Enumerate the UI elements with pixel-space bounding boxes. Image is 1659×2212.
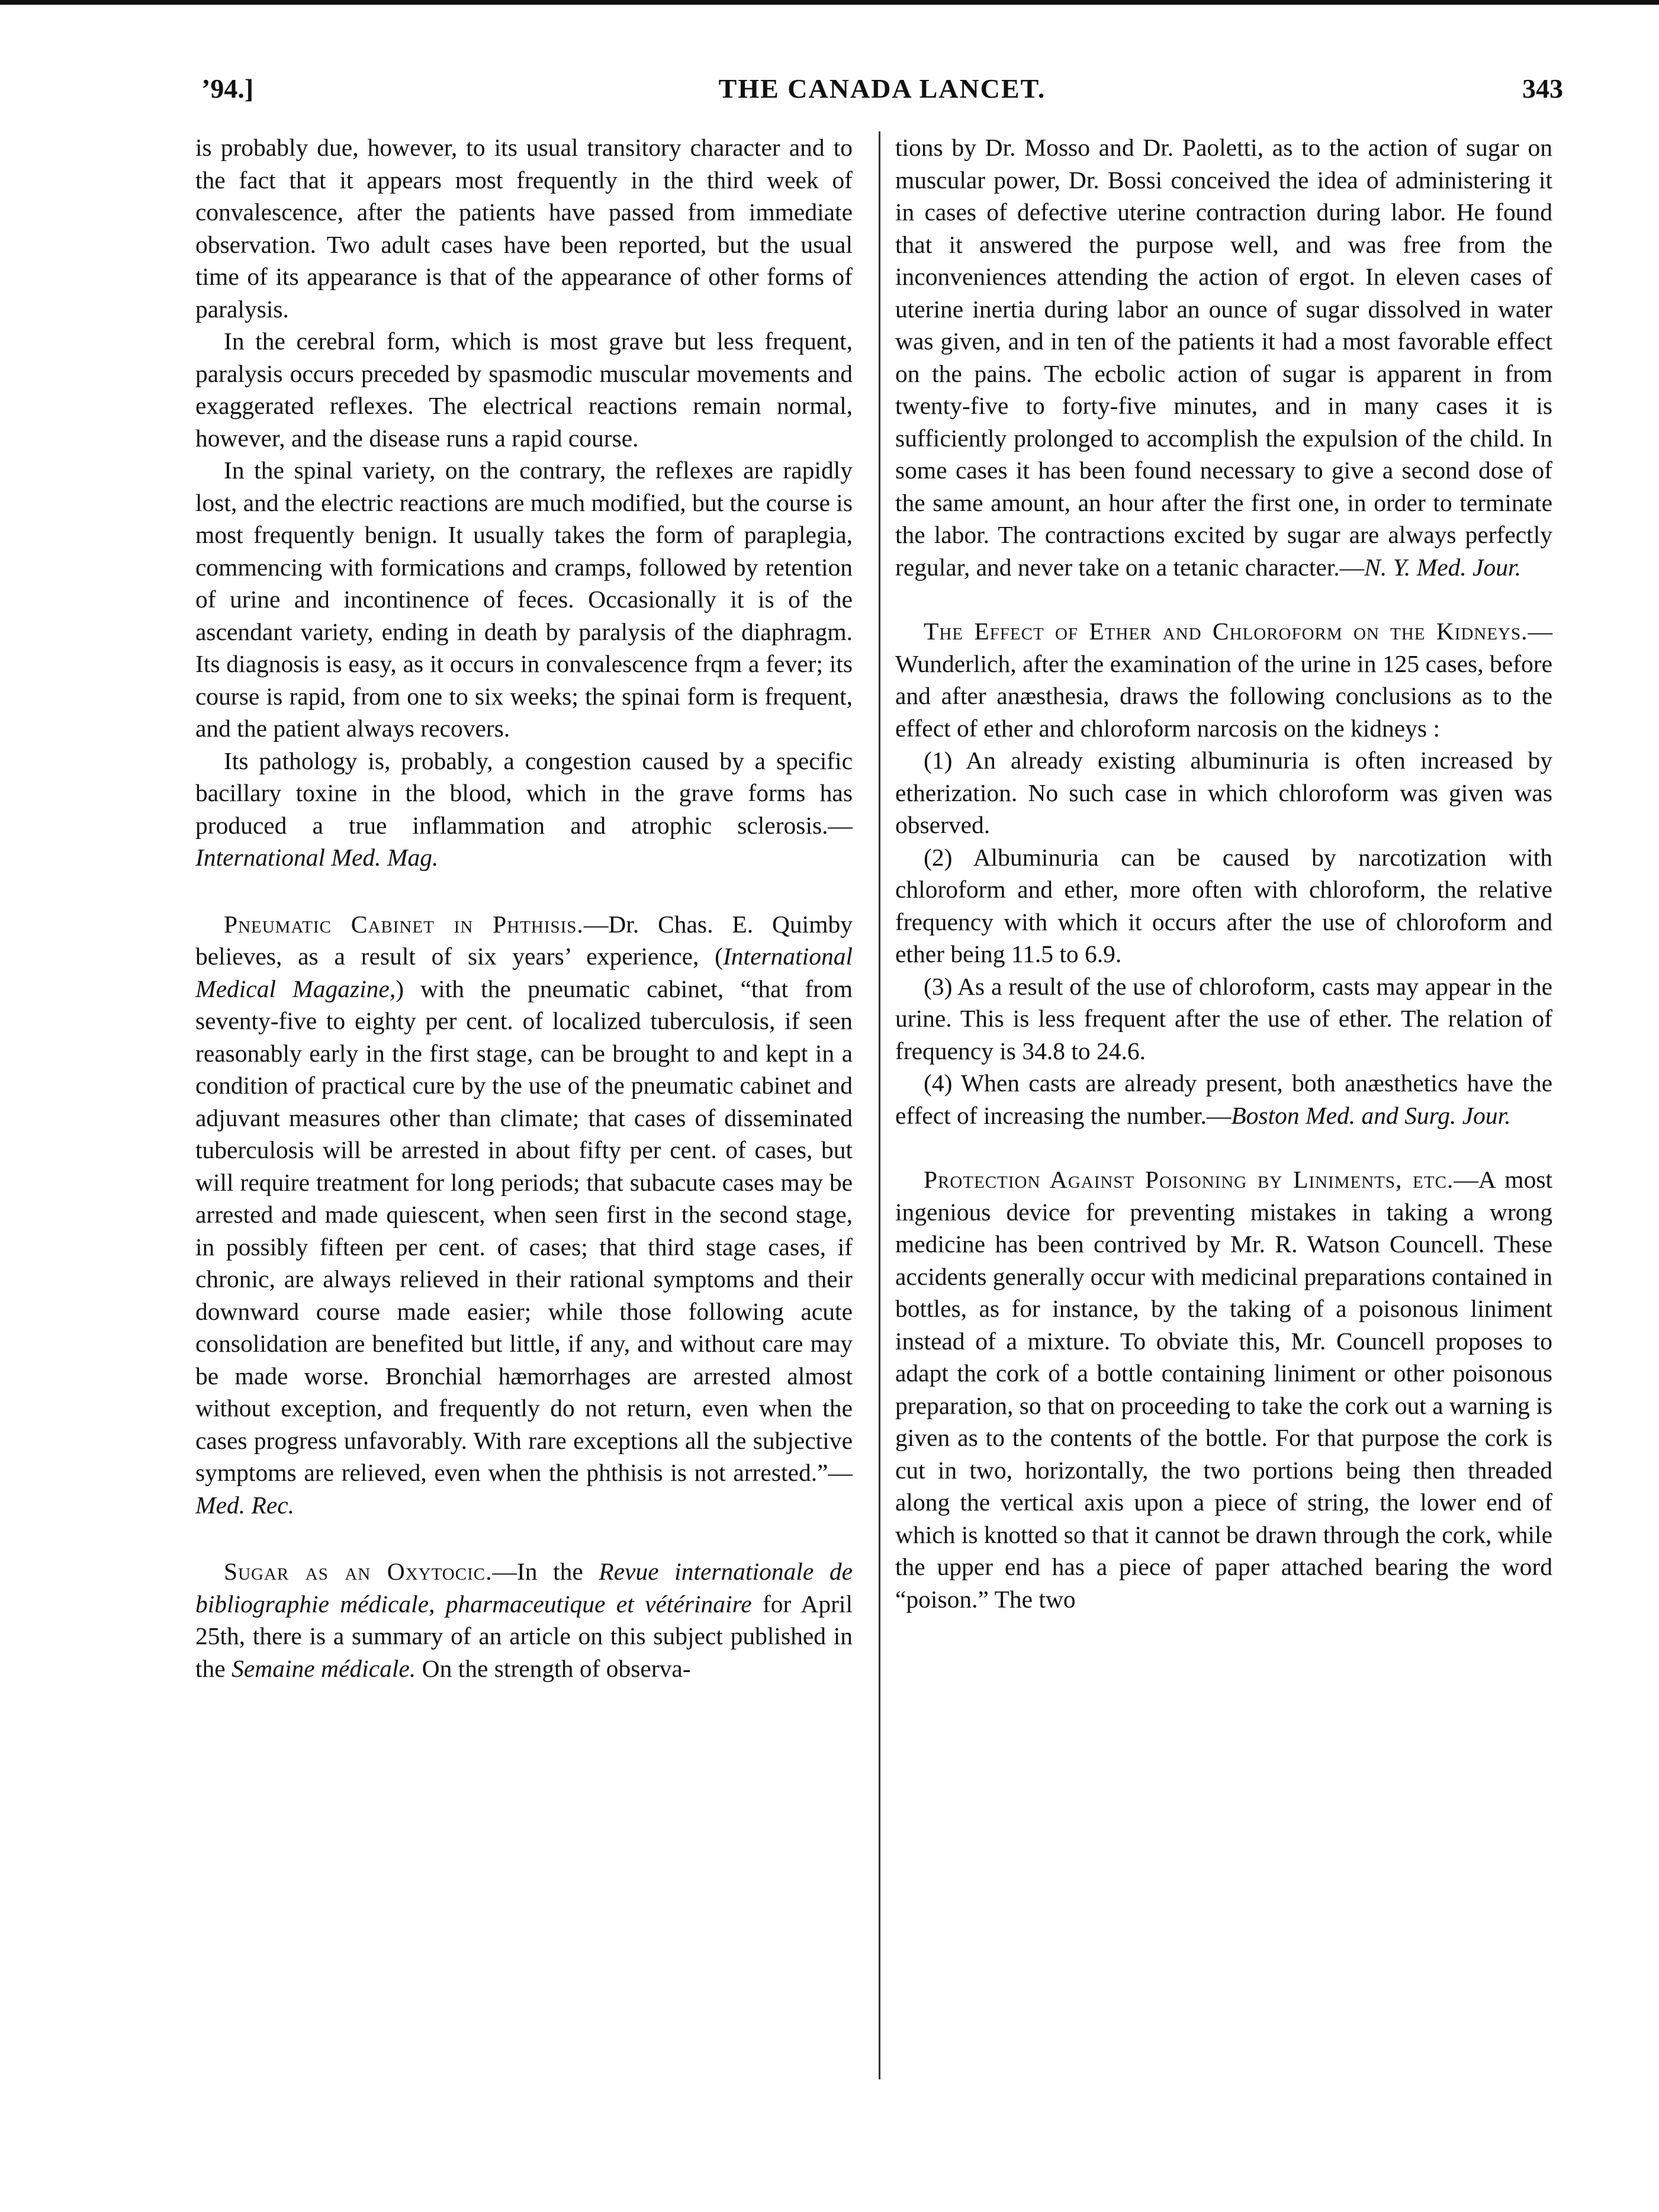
pneumatic-body: ) with the pneumatic cabinet, “that from seventy-five to eighty per cent. of localized tuberculosis, if seen reasonably early in the first stage, can be brought to and kept in a condition of practical cure by the use of the pneumatic cabinet and adjuvant measures other than climate; that cases of disseminated tuberculosis will be arrested in about fifty per cent. of cases, but will require treatment for long periods; that subacute cases may be arrested and made quiescent, when seen first in the second stage, in possibly fifteen per cent. of cases; that third stage cases, if chronic, are always relieved in their rational symptoms and their downward course made easier; while those following acute consolidation are benefited but little, if any, and without care may be made worse. Bronchial hæmorrhages are arrested almost without exception, and frequently do not return, even when the cases progress unfavorably. With rare exceptions all the subjective symptoms are relieved, even when the phthisis is not arrested.”— <box>195 975 853 1486</box>
pneumatic-intro: —Dr. Chas. E. Quimby believes, as a result of six years’ experience, ( <box>195 910 853 970</box>
ether-item4-text: (4) When casts are already present, both anæsthetics have the effect of increasing the number.— <box>895 1069 1552 1129</box>
ether-conclusion-3: (3) As a result of the use of chloroform, casts may appear in the urine. This is less frequent after the use of ether. The relation of frequency is 34.8 to 24.6. <box>895 972 1552 1065</box>
header-date: ’94.] <box>201 73 254 104</box>
article-ether-chloroform <box>895 615 1552 744</box>
sugar-continued <box>895 131 1552 583</box>
pneumatic-citation: International Medical Magazine, <box>195 943 853 1002</box>
sugar-journal: Revue internationale de bibliographie médicale, pharmaceutique et vétérinaire <box>195 1558 853 1618</box>
ether-source: Boston Med. and Surg. Jour. <box>1231 1101 1511 1129</box>
article-heading: Protection Against Poisoning by Liniments, etc. <box>924 1166 1454 1193</box>
pathology-source: International Med. Mag. <box>195 844 439 871</box>
sugar-journal-2: Semaine médicale. <box>232 1654 416 1682</box>
right-column <box>895 131 1552 2073</box>
paragraph-cerebral-form: In the cerebral form, which is most grave but less frequent, paralysis occurs preceded by spasmodic muscular movements and exaggerated reflexes. The electrical reactions remain normal, however, and the disease runs a rapid course. <box>195 327 853 452</box>
liniments-body: —A most ingenious device for preventing mistakes in taking a wrong medicine has been contrived by Mr. R. Watson Councell. These accidents generally occur with medicinal preparations contained in bottles, as for instance, by the taking of a poisonous liniment instead of a mixture. To obviate this, Mr. Councell proposes to adapt the cork of a bottle containing liniment or other poisonous preparation, so that on proceeding to take the cork out a warning is given as to the contents of the bottle. For that purpose the cork is cut in two, horizontally, the two portions being then threaded along the vertical axis upon a piece of string, the lower end of which is knotted so that it cannot be drawn through the cork, while the upper end has a piece of paper attached bearing the word “poison.” The two <box>895 1166 1552 1613</box>
article-heading: The Effect of Ether and Chloroform on the Kidneys. <box>924 618 1528 645</box>
article-sugar-oxytocic <box>195 1555 853 1684</box>
article-pneumatic-cabinet <box>195 908 853 1522</box>
ether-conclusion-1: (1) An already existing albuminuria is often increased by etherization. No such case in which chloroform was given was observed. <box>895 747 1552 838</box>
sugar-source: N. Y. Med. Jour. <box>1364 553 1521 581</box>
article-heading: Pneumatic Cabinet in Phthisis. <box>224 910 584 938</box>
paragraph-pathology <box>195 745 853 874</box>
article-heading: Sugar as an Oxytocic. <box>224 1558 493 1585</box>
left-column <box>195 131 853 2073</box>
sugar-middle: for April 25th, there is a summary of an article on this subject published in the <box>195 1590 853 1682</box>
sugar-continued-text: tions by Dr. Mosso and Dr. Paoletti, as to the action of sugar on muscular power, Dr. Bossi conceived the idea of administering it in cases of defective uterine contraction during labor. He found that it answered the purpose well, and was free from the inconveniences attending the action of ergot. In eleven cases of uterine inertia during labor an ounce of sugar dissolved in water was given, and in ten of the patients it had a most favorable effect on the pains. The ecbolic action of sugar is apparent in from twenty-five to forty-five minutes, and in many cases it is sufficiently prolonged to accomplish the expulsion of the child. In some cases it has been found necessary to give a second dose of the same amount, an hour after the first one, in order to terminate the labor. The contractions excited by sugar are always perfectly regular, and never take on a tetanic character.— <box>895 134 1552 581</box>
journal-title: THE CANADA LANCET. <box>718 73 1046 104</box>
ether-intro: —Wunderlich, after the examination of the urine in 125 cases, before and after anæsthesia, draws the following conclusions as to the effect of ether and chloroform narcosis on the kidneys : <box>895 618 1552 742</box>
article-liniments <box>895 1163 1552 1615</box>
page-number: 343 <box>1522 73 1563 104</box>
paragraph-continued: is probably due, however, to its usual transitory character and to the fact that it appears most frequently in the third week of convalescence, after the patients have passed from immediate observation. Two adult cases have been reported, but the usual time of its appearance is that of the appearance of other forms of paralysis. <box>195 134 853 323</box>
pathology-text: Its pathology is, probably, a congestion caused by a specific bacillary toxine in the blood, which in the grave forms has produced a true inflammation and atrophic sclerosis.— <box>195 747 853 839</box>
sugar-end: On the strength of observa- <box>416 1654 691 1682</box>
column-divider <box>879 131 880 2079</box>
ether-conclusion-2: (2) Albuminuria can be caused by narcotization with chloroform and ether, more often with chloroform, the relative frequency with which it occurs after the use of chloroform and ether being 11.5 to 6.9. <box>895 843 1552 967</box>
sugar-intro: —In the <box>492 1558 599 1585</box>
ether-conclusion-4 <box>895 1067 1552 1131</box>
running-header <box>195 65 1569 112</box>
paragraph-spinal-variety: In the spinal variety, on the contrary, the reflexes are rapidly lost, and the electric reactions are much modified, but the course is most frequently benign. It usually takes the form of paraplegia, commencing with formications and cramps, followed by retention of urine and incontinence of feces. Occasionally it is of the ascendant variety, ending in death by paralysis of the diaphragm. Its diagnosis is easy, as it occurs in convalescence frqm a fever; its course is rapid, from one to six weeks; the spinai form is frequent, and the patient always recovers. <box>195 456 853 742</box>
pneumatic-source: Med. Rec. <box>195 1491 295 1519</box>
top-edge-rule <box>0 0 1659 5</box>
